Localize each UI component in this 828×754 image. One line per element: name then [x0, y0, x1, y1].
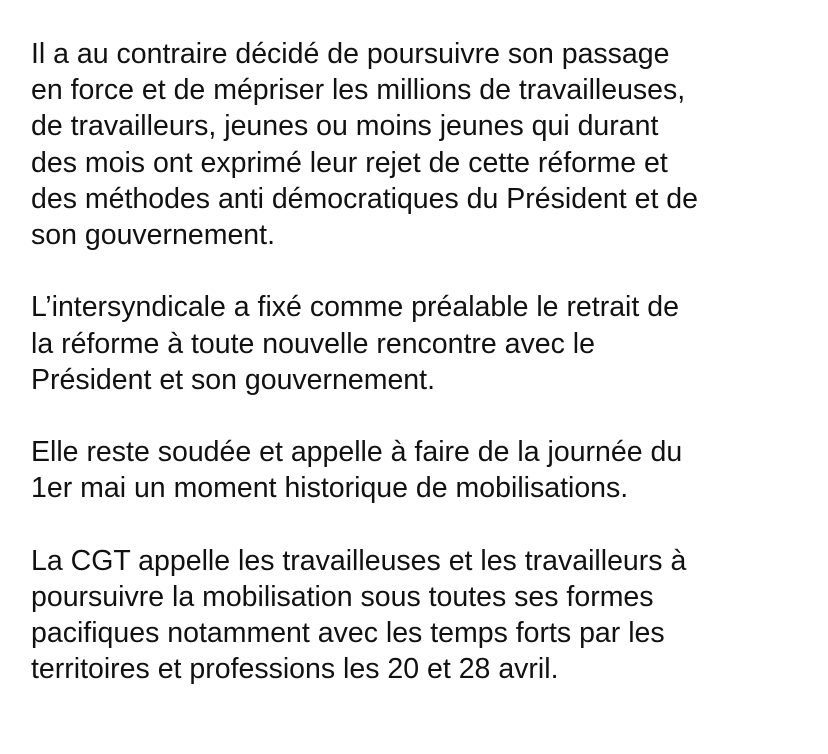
text-line: territoires et professions les 20 et 28 avril. [31, 653, 559, 686]
text-line: son gouvernement. [31, 219, 275, 252]
text-line: en force et de mépriser les millions de travailleuses, [31, 74, 686, 107]
text-line: des méthodes anti démocratiques du Président et de [31, 182, 698, 215]
text-line: de travailleurs, jeunes ou moins jeunes qui durant [31, 110, 659, 143]
paragraph-intersyndicale [31, 289, 821, 398]
paragraph-premier-mai [31, 434, 821, 506]
paragraph-cgt-appel [31, 543, 821, 688]
text-line: La CGT appelle les travailleuses et les travailleurs à [31, 544, 687, 577]
text-line: la réforme à toute nouvelle rencontre avec le [31, 327, 595, 360]
text-line: L’intersyndicale a fixé comme préalable le retrait de [31, 291, 679, 324]
text-line: pacifiques notamment avec les temps forts par les [31, 617, 665, 650]
text-line: Elle reste soudée et appelle à faire de la journée du [31, 436, 683, 469]
text-line: des mois ont exprimé leur rejet de cette réforme et [31, 146, 668, 179]
paragraph-poursuite-reforme [31, 36, 821, 253]
text-line: 1er mai un moment historique de mobilisations. [31, 472, 629, 505]
document-text [31, 36, 821, 688]
text-line: Président et son gouvernement. [31, 363, 435, 396]
text-line: poursuivre la mobilisation sous toutes ses formes [31, 581, 654, 613]
text-line: Il a au contraire décidé de poursuivre son passage [31, 38, 670, 70]
